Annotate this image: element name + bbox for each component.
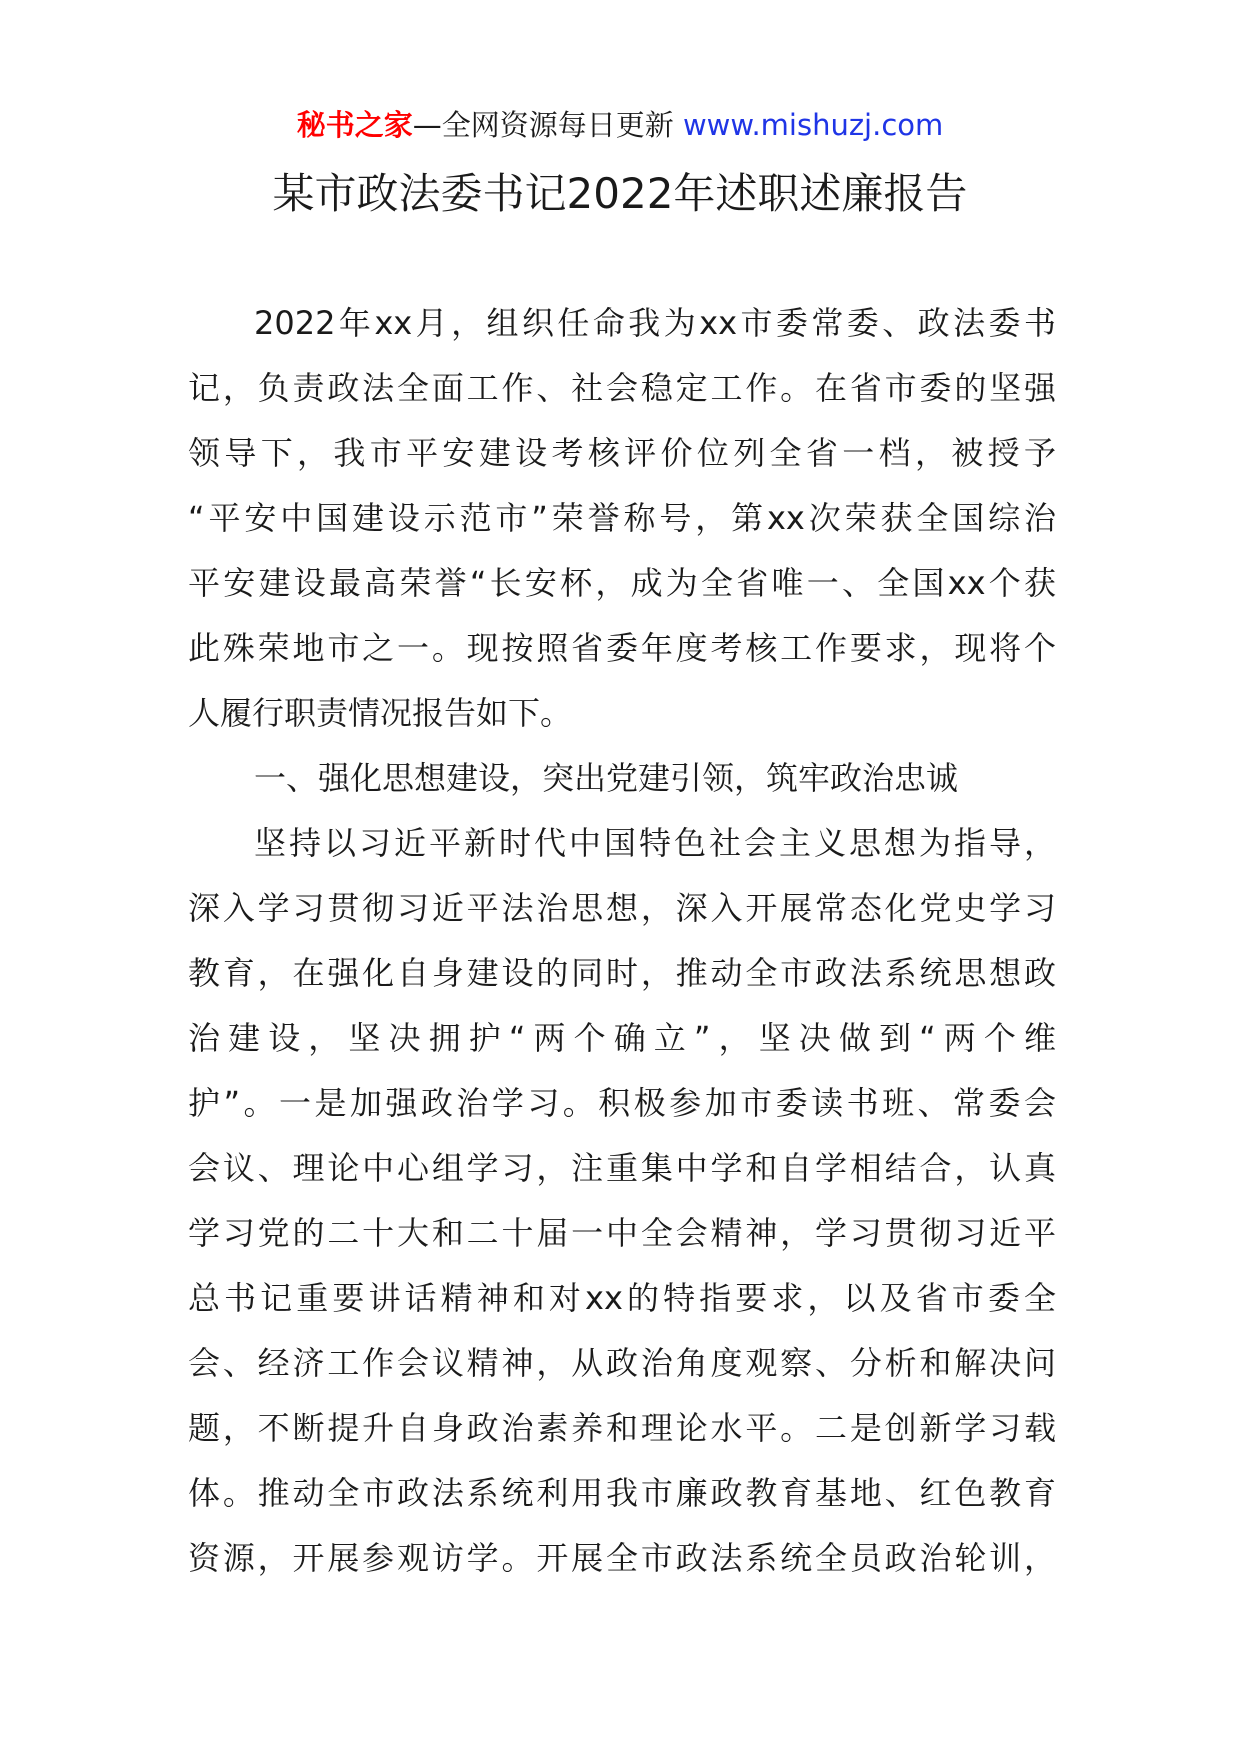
paragraph-line: 体。推动全市政法系统利用我市廉政教育基地、红色教育 [188,1474,1056,1512]
paragraph-line: 平安建设最高荣誉“长安杯，成为全省唯一、全国xx个获 [188,564,1056,602]
document-title: 某市政法委书记2022年述职述廉报告 [272,169,968,218]
paragraph-line: 深入学习贯彻习近平法治思想，深入开展常态化党史学习 [188,889,1056,927]
paragraph-line: 题，不断提升自身政治素养和理论水平。二是创新学习载 [188,1409,1056,1447]
site-header [0,103,1240,147]
paragraph-line: 记，负责政法全面工作、社会稳定工作。在省市委的坚强 [188,369,1056,407]
paragraph-line: “平安中国建设示范市”荣誉称号，第xx次荣获全国综治 [188,499,1056,537]
document-body [188,291,1056,1591]
paragraph-line: 人履行职责情况报告如下。 [188,694,573,732]
paragraph-line: 2022年xx月，组织任命我为xx市委常委、政法委书 [254,304,1056,342]
paragraph-line: 教育，在强化自身建设的同时，推动全市政法系统思想政 [188,954,1056,992]
paragraph-line: 会议、理论中心组学习，注重集中学和自学相结合，认真 [188,1149,1056,1187]
paragraph-line: 会、经济工作会议精神，从政治角度观察、分析和解决问 [188,1344,1056,1382]
paragraph-line: 资源，开展参观访学。开展全市政法系统全员政治轮训， [188,1539,1056,1577]
paragraph-line: 总书记重要讲话精神和对xx的特指要求，以及省市委全 [188,1279,1056,1317]
paragraph-line: 此殊荣地市之一。现按照省委年度考核工作要求，现将个 [188,629,1056,667]
paragraph-line: 领导下，我市平安建设考核评价位列全省一档，被授予 [188,434,1056,472]
site-url-link[interactable]: www.mishuzj.com [682,108,944,142]
paragraph-line: 坚持以习近平新时代中国特色社会主义思想为指导， [254,824,1056,862]
paragraph-line: 治建设，坚决拥护“两个确立”，坚决做到“两个维 [188,1019,1056,1057]
brand-name: 秘书之家 [296,108,413,142]
header-slogan: —全网资源每日更新 [412,108,674,142]
section-heading: 一、强化思想建设，突出党建引领，筑牢政治忠诚 [254,759,959,797]
paragraph-line: 护”。一是加强政治学习。积极参加市委读书班、常委会 [188,1084,1056,1122]
paragraph-line: 学习党的二十大和二十届一中全会精神，学习贯彻习近平 [188,1214,1056,1252]
